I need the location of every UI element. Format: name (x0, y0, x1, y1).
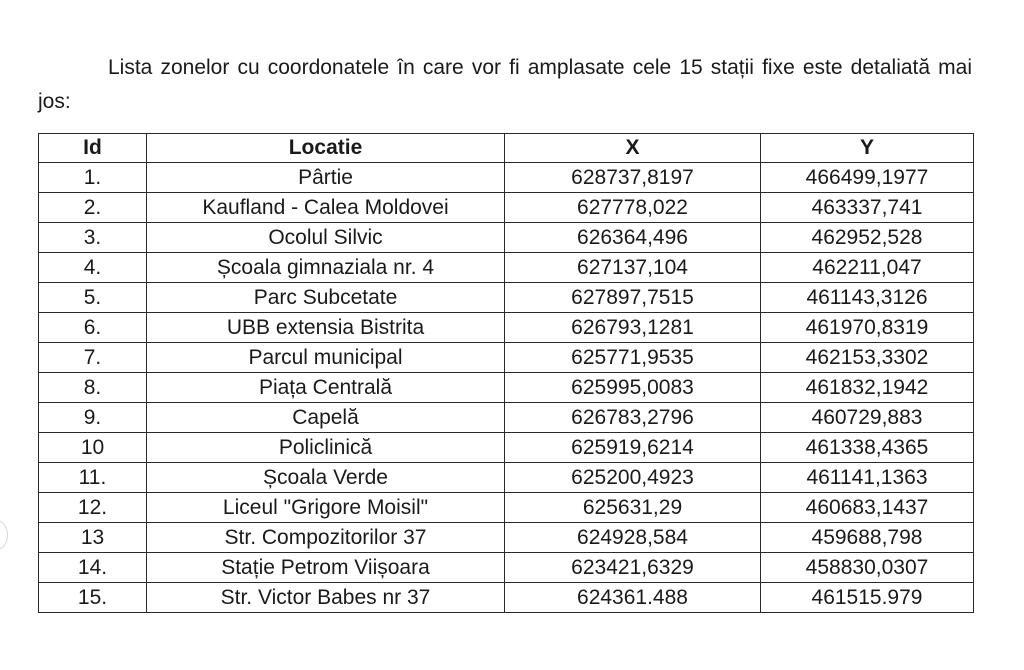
table-row (39, 433, 974, 463)
table-row (39, 553, 974, 583)
cell-x: 624361.488 (505, 583, 761, 613)
cell-id: 2. (39, 193, 147, 223)
cell-y: 461141,1363 (761, 463, 974, 493)
table-row (39, 403, 974, 433)
cell-x: 626793,1281 (505, 313, 761, 343)
table-body (39, 163, 974, 613)
cell-locatie: Liceul "Grigore Moisil" (147, 493, 505, 523)
intro-paragraph (38, 51, 972, 119)
cell-locatie: Piața Centrală (147, 373, 505, 403)
table-row (39, 373, 974, 403)
cell-y: 462952,528 (761, 223, 974, 253)
header-y: Y (761, 134, 974, 163)
cell-id: 15. (39, 583, 147, 613)
cell-locatie: Str. Compozitorilor 37 (147, 523, 505, 553)
cell-locatie: Ocolul Silvic (147, 223, 505, 253)
table-row (39, 283, 974, 313)
cell-x: 627137,104 (505, 253, 761, 283)
cell-x: 625200,4923 (505, 463, 761, 493)
cell-y: 460729,883 (761, 403, 974, 433)
cell-locatie: Policlinică (147, 433, 505, 463)
table-row (39, 313, 974, 343)
cell-id: 8. (39, 373, 147, 403)
table-row (39, 343, 974, 373)
cell-x: 627778,022 (505, 193, 761, 223)
cell-x: 625631,29 (505, 493, 761, 523)
cell-id: 5. (39, 283, 147, 313)
stations-table (38, 133, 974, 613)
cell-locatie: Pârtie (147, 163, 505, 193)
cell-y: 466499,1977 (761, 163, 974, 193)
cell-x: 626783,2796 (505, 403, 761, 433)
cell-locatie: Capelă (147, 403, 505, 433)
cell-locatie: Școala gimnaziala nr. 4 (147, 253, 505, 283)
cell-x: 626364,496 (505, 223, 761, 253)
cell-x: 625919,6214 (505, 433, 761, 463)
cell-id: 13 (39, 523, 147, 553)
table-row (39, 523, 974, 553)
cell-id: 11. (39, 463, 147, 493)
cell-locatie: Școala Verde (147, 463, 505, 493)
table-row (39, 193, 974, 223)
cell-x: 625995,0083 (505, 373, 761, 403)
cell-y: 459688,798 (761, 523, 974, 553)
cell-id: 6. (39, 313, 147, 343)
cell-id: 9. (39, 403, 147, 433)
cell-locatie: Parcul municipal (147, 343, 505, 373)
cell-locatie: Str. Victor Babes nr 37 (147, 583, 505, 613)
cell-id: 3. (39, 223, 147, 253)
cell-y: 461338,4365 (761, 433, 974, 463)
table-row (39, 223, 974, 253)
cell-y: 460683,1437 (761, 493, 974, 523)
cell-id: 10 (39, 433, 147, 463)
cell-locatie: Kaufland - Calea Moldovei (147, 193, 505, 223)
cell-x: 627897,7515 (505, 283, 761, 313)
cell-x: 625771,9535 (505, 343, 761, 373)
cell-x: 624928,584 (505, 523, 761, 553)
table-header-row (39, 134, 974, 163)
table-row (39, 493, 974, 523)
cell-y: 462211,047 (761, 253, 974, 283)
cell-y: 461832,1942 (761, 373, 974, 403)
cell-id: 4. (39, 253, 147, 283)
header-locatie: Locatie (147, 134, 505, 163)
cell-y: 462153,3302 (761, 343, 974, 373)
cell-id: 14. (39, 553, 147, 583)
table-row (39, 253, 974, 283)
table-row (39, 583, 974, 613)
cell-locatie: Parc Subcetate (147, 283, 505, 313)
cell-locatie: Stație Petrom Viișoara (147, 553, 505, 583)
cell-y: 463337,741 (761, 193, 974, 223)
cell-y: 461143,3126 (761, 283, 974, 313)
table-row (39, 463, 974, 493)
table-row (39, 163, 974, 193)
header-x: X (505, 134, 761, 163)
cell-x: 628737,8197 (505, 163, 761, 193)
cell-y: 458830,0307 (761, 553, 974, 583)
cell-x: 623421,6329 (505, 553, 761, 583)
cell-y: 461515.979 (761, 583, 974, 613)
cell-id: 1. (39, 163, 147, 193)
intro-text: Lista zonelor cu coordonatele în care vor fi amplasate cele 15 stații fixe este detaliată mai jos: (38, 56, 972, 113)
cell-locatie: UBB extensia Bistrita (147, 313, 505, 343)
header-id: Id (39, 134, 147, 163)
cell-id: 12. (39, 493, 147, 523)
scan-margin-mark (0, 520, 8, 550)
cell-id: 7. (39, 343, 147, 373)
cell-y: 461970,8319 (761, 313, 974, 343)
